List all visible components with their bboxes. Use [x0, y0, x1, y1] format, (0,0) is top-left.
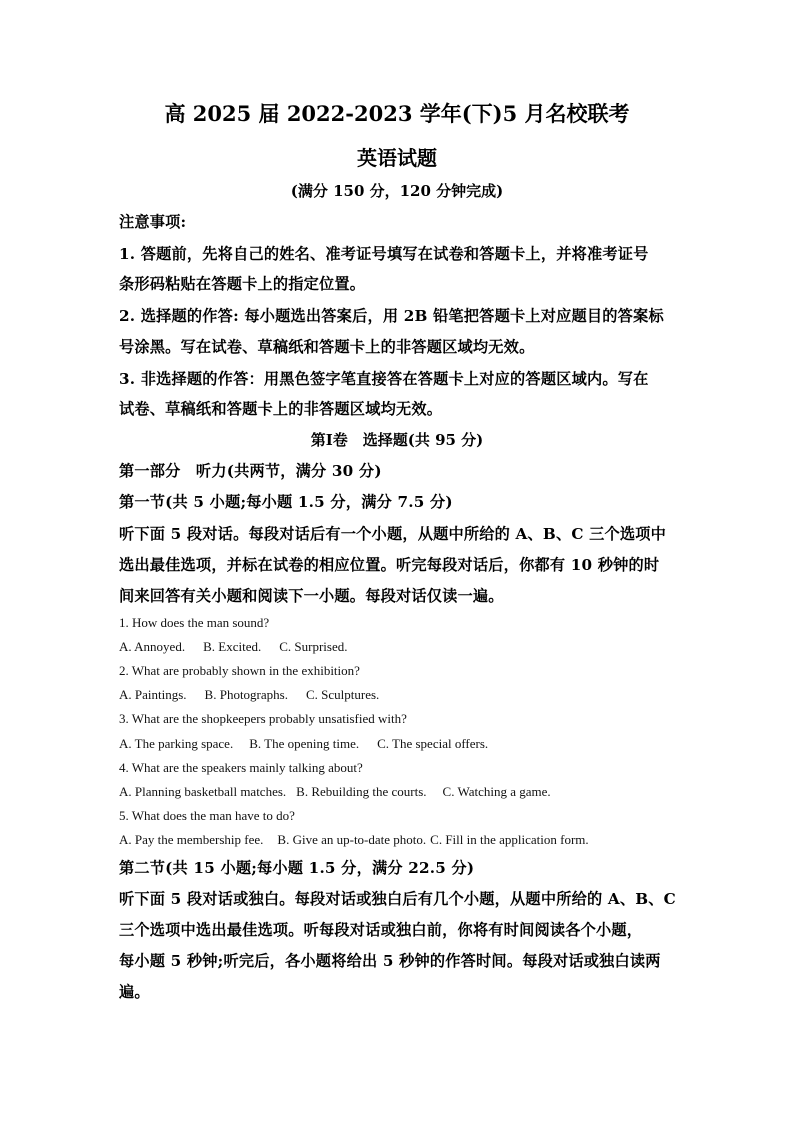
- option-c: C. Watching a game.: [442, 784, 551, 799]
- score-note: (满分 150 分，120 分钟完成): [290, 182, 504, 200]
- option-a: A. Annoyed.: [119, 639, 186, 654]
- directions-line: 间来回答有关小题和阅读下一小题。每段对话仅读一遍。: [119, 587, 504, 605]
- question-stem: 2. What are probably shown in the exhibition?: [119, 663, 360, 678]
- directions-line: 三个选项中选出最佳选项。听每段对话或独白前，你将有时间阅读各个小题，: [119, 921, 643, 939]
- option-c: C. Sculptures.: [305, 687, 380, 702]
- question-options: [119, 736, 488, 752]
- subsection-title: 第二节(共 15 小题;每小题 1.5 分，满分 22.5 分): [119, 859, 475, 877]
- instruction-line: 1. 答题前，先将自己的姓名、准考证号填写在试卷和答题卡上，并将准考证号: [119, 245, 649, 263]
- option-b: B. Photographs.: [204, 687, 288, 702]
- directions-line: 听下面 5 段对话。每段对话后有一个小题，从题中所给的 A、B、C 三个选项中: [119, 525, 667, 543]
- exam-title: 高 2025 届 2022-2023 学年(下)5 月名校联考: [164, 101, 630, 126]
- question-stem: 4. What are the speakers mainly talking about?: [119, 760, 363, 775]
- directions-line: 选出最佳选项，并标在试卷的相应位置。听完每段对话后，你都有 10 秒钟的时: [119, 556, 660, 574]
- question-options: [119, 639, 347, 655]
- option-b: B. Excited.: [203, 639, 262, 654]
- option-a: A. The parking space.: [119, 736, 234, 751]
- directions-line: 遍。: [119, 983, 150, 1001]
- directions-line: 听下面 5 段对话或独白。每段对话或独白后有几个小题，从题中所给的 A、B、C: [119, 890, 676, 908]
- instruction-line: 条形码粘贴在答题卡上的指定位置。: [119, 275, 366, 293]
- instruction-line: 试卷、草稿纸和答题卡上的非答题区域均无效。: [119, 400, 443, 418]
- option-b: B. Give an up-to-date photo.: [277, 832, 427, 847]
- option-a: A. Paintings.: [119, 687, 187, 702]
- option-b: B. The opening time.: [249, 736, 360, 751]
- question-options: [119, 784, 551, 800]
- instruction-line: 3. 非选择题的作答：用黑色签字笔直接答在答题卡上对应的答题区域内。写在: [119, 370, 649, 388]
- question-stem: 1. How does the man sound?: [119, 615, 270, 630]
- instruction-line: 2. 选择题的作答: 每小题选出答案后，用 2B 铅笔把答题卡上对应题目的答案标: [119, 307, 664, 325]
- question-stem: 5. What does the man have to do?: [119, 808, 295, 823]
- option-b: B. Rebuilding the courts.: [296, 784, 427, 799]
- instruction-line: 号涂黑。写在试卷、草稿纸和答题卡上的非答题区域均无效。: [119, 338, 535, 356]
- exam-subject: 英语试题: [357, 146, 437, 170]
- volume-title: 第Ⅰ卷 选择题(共 95 分): [310, 431, 484, 449]
- question-options: [119, 687, 379, 703]
- directions-line: 每小题 5 秒钟;听完后，各小题将给出 5 秒钟的作答时间。每段对话或独白读两: [119, 952, 661, 970]
- option-c: C. The special offers.: [377, 736, 489, 751]
- option-c: C. Surprised.: [279, 639, 348, 654]
- question-stem: 3. What are the shopkeepers probably unsatisfied with?: [119, 711, 407, 726]
- instructions-heading: 注意事项:: [119, 213, 187, 231]
- option-c: C. Fill in the application form.: [430, 832, 589, 847]
- question-options: [119, 832, 589, 848]
- option-a: A. Planning basketball matches.: [119, 784, 287, 799]
- section-title: 第一部分 听力(共两节，满分 30 分): [119, 462, 382, 480]
- option-a: A. Pay the membership fee.: [119, 832, 264, 847]
- subsection-title: 第一节(共 5 小题;每小题 1.5 分，满分 7.5 分): [119, 493, 453, 511]
